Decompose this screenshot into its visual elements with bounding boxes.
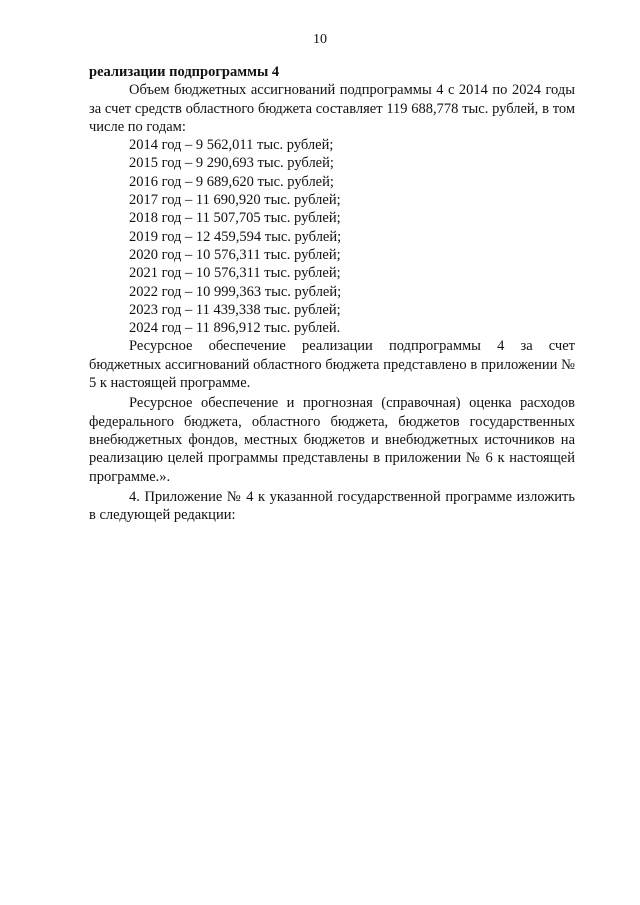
yearly-budget-list [89, 136, 575, 337]
year-item: 2020 год – 10 576,311 тыс. рублей; [129, 246, 341, 263]
year-item: 2015 год – 9 290,693 тыс. рублей; [129, 155, 334, 172]
year-item: 2024 год – 11 896,912 тыс. рублей. [129, 320, 341, 337]
year-item: 2014 год – 9 562,011 тыс. рублей; [129, 137, 334, 154]
section-heading: реализации подпрограммы 4 [89, 64, 280, 80]
year-item: 2019 год – 12 459,594 тыс. рублей; [129, 228, 342, 245]
resource-paragraph: Ресурсное обеспечение реализации подпрограммы 4 за счет бюджетных ассигнований областного бюджета представлено в приложении № 5 к настоящей программе. [89, 338, 575, 392]
budget-paragraph: Объем бюджетных ассигнований подпрограммы 4 с 2014 по 2024 годы за счет средств областного бюджета составляет 119 688,778 тыс. рублей, в том числе по годам: [89, 82, 575, 135]
page-number: 10 [313, 32, 327, 47]
forecast-paragraph: Ресурсное обеспечение и прогнозная (справочная) оценка расходов федерального бюджета, областного бюджета, бюджетов государственных внебюджетных фондов, местных бюджетов и внебюджетных источников на реализацию целей программы представлены в приложении № 6 к настоящей программе.». [89, 395, 575, 485]
document-body [89, 63, 575, 524]
year-item: 2021 год – 10 576,311 тыс. рублей; [129, 265, 341, 282]
year-item: 2016 год – 9 689,620 тыс. рублей; [129, 173, 334, 190]
year-item: 2017 год – 11 690,920 тыс. рублей; [129, 192, 341, 209]
appendix-paragraph: 4. Приложение № 4 к указанной государственной программе изложить в следующей редакции: [89, 488, 575, 524]
year-item: 2022 год – 10 999,363 тыс. рублей; [129, 283, 342, 300]
year-item: 2018 год – 11 507,705 тыс. рублей; [129, 210, 341, 227]
year-item: 2023 год – 11 439,338 тыс. рублей; [129, 301, 341, 318]
